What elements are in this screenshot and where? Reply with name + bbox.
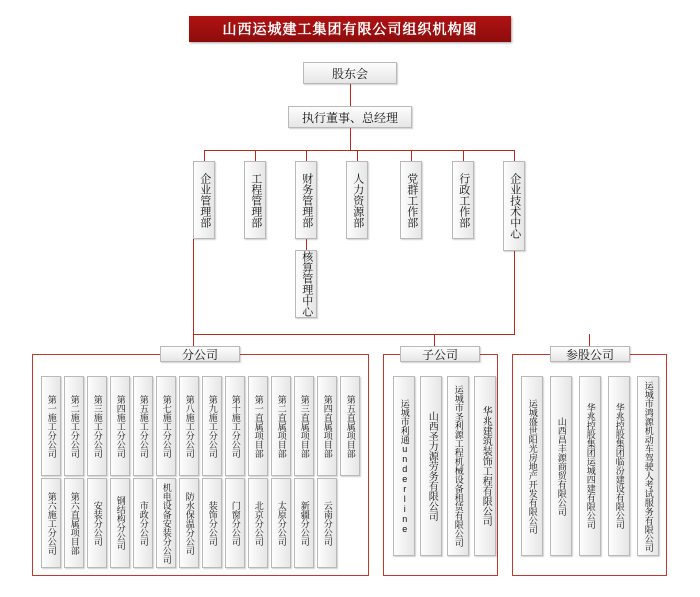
group-label-branches: 分公司 (160, 346, 240, 362)
branch-item[interactable]: 第五直属项目部 (340, 376, 360, 476)
branch-item[interactable]: 第一直属项目部 (248, 376, 268, 476)
branch-item[interactable]: 第五施工分公司 (133, 376, 153, 476)
dept-box-1[interactable]: 企业管理部 (193, 161, 215, 239)
node-executive[interactable]: 执行董事、总经理 (288, 106, 412, 128)
connector-dept-drop-2 (255, 150, 256, 161)
branch-item[interactable]: 第三直属项目部 (294, 376, 314, 476)
connector-bottom-bus (193, 334, 515, 335)
branch-item[interactable]: 第三施工分公司 (87, 376, 107, 476)
subsidiary-item[interactable]: 山西圣力源劳务有限公司 (420, 376, 442, 556)
affiliate-item[interactable]: 华兆控股集团临汾建设有限公司 (608, 376, 630, 556)
branch-item[interactable]: 安装分公司 (87, 478, 107, 568)
connector-dept-bus (204, 150, 514, 151)
subsidiary-item[interactable]: 运城市圣利源工程机械设备租赁有限公司 (447, 376, 469, 556)
branch-item[interactable]: 第四施工分公司 (110, 376, 130, 476)
branch-item[interactable]: 防水保温分公司 (179, 478, 199, 568)
dept-box-6[interactable]: 行政工作部 (452, 161, 474, 239)
dept-box-4[interactable]: 人力资源部 (346, 161, 368, 239)
dept-box-3[interactable]: 财务管理部 (295, 161, 317, 239)
branch-item[interactable]: 第二施工分公司 (64, 376, 84, 476)
subsidiary-item[interactable]: 运城市利通underline (393, 376, 415, 556)
connector-exec-stem (350, 128, 351, 150)
branch-item[interactable]: 第六直属项目部 (64, 478, 84, 568)
branch-item[interactable]: 新疆分公司 (294, 478, 314, 568)
branch-item[interactable]: 钢结构分公司 (110, 478, 130, 568)
connector-dept-drop-7 (514, 150, 515, 161)
branch-item[interactable]: 太原分公司 (271, 478, 291, 568)
connector-right-down (514, 251, 515, 334)
connector-dept-drop-1 (204, 150, 205, 161)
connector-left-down (193, 239, 194, 334)
branch-item[interactable]: 第八施工分公司 (179, 376, 199, 476)
branch-item[interactable]: 机电设备安装分公司 (156, 478, 176, 568)
group-label-subsidiaries: 子公司 (400, 346, 480, 362)
branch-item[interactable]: 市政分公司 (133, 478, 153, 568)
sub-dept-box[interactable]: 核算管理中心 (295, 250, 317, 318)
connector-sub-dept (306, 239, 307, 250)
connector-dept-drop-3 (306, 150, 307, 161)
branch-item[interactable]: 第二直属项目部 (271, 376, 291, 476)
affiliate-item[interactable]: 运城盛世阳光房地产开发有限公司 (521, 376, 543, 556)
branch-item[interactable]: 北京分公司 (248, 478, 268, 568)
branch-item[interactable]: 第九施工分公司 (202, 376, 222, 476)
dept-box-5[interactable]: 党群工作部 (400, 161, 422, 239)
subsidiary-item[interactable]: 华兆建筑装饰工程有限公司 (474, 376, 496, 556)
connector-dept-drop-6 (463, 150, 464, 161)
branch-item[interactable]: 装饰分公司 (202, 478, 222, 568)
branch-item[interactable]: 云南分公司 (317, 478, 337, 568)
chart-title: 山西运城建工集团有限公司组织机构图 (189, 16, 511, 42)
connector-dept-drop-5 (411, 150, 412, 161)
dept-box-7[interactable]: 企业技术中心 (503, 161, 525, 251)
branch-item[interactable]: 第四直属项目部 (317, 376, 337, 476)
branch-item[interactable]: 第六施工分公司 (41, 478, 61, 568)
node-shareholders[interactable]: 股东会 (303, 62, 397, 84)
connector-top-1 (350, 84, 351, 106)
connector-dept-drop-4 (357, 150, 358, 161)
affiliate-item[interactable]: 山西昌丰源商贸有限公司 (550, 376, 572, 556)
affiliate-item[interactable]: 运城市鸿源机动车驾驶人考试服务有限公司 (637, 376, 659, 556)
group-label-affiliates: 参股公司 (550, 346, 630, 362)
branch-item[interactable]: 第七施工分公司 (156, 376, 176, 476)
branch-item[interactable]: 第十施工分公司 (225, 376, 245, 476)
branch-item[interactable]: 门窗分公司 (225, 478, 245, 568)
branch-item[interactable]: 第一施工分公司 (41, 376, 61, 476)
affiliate-item[interactable]: 华兆控股集团运城四建有限公司 (579, 376, 601, 556)
dept-box-2[interactable]: 工程管理部 (244, 161, 266, 239)
